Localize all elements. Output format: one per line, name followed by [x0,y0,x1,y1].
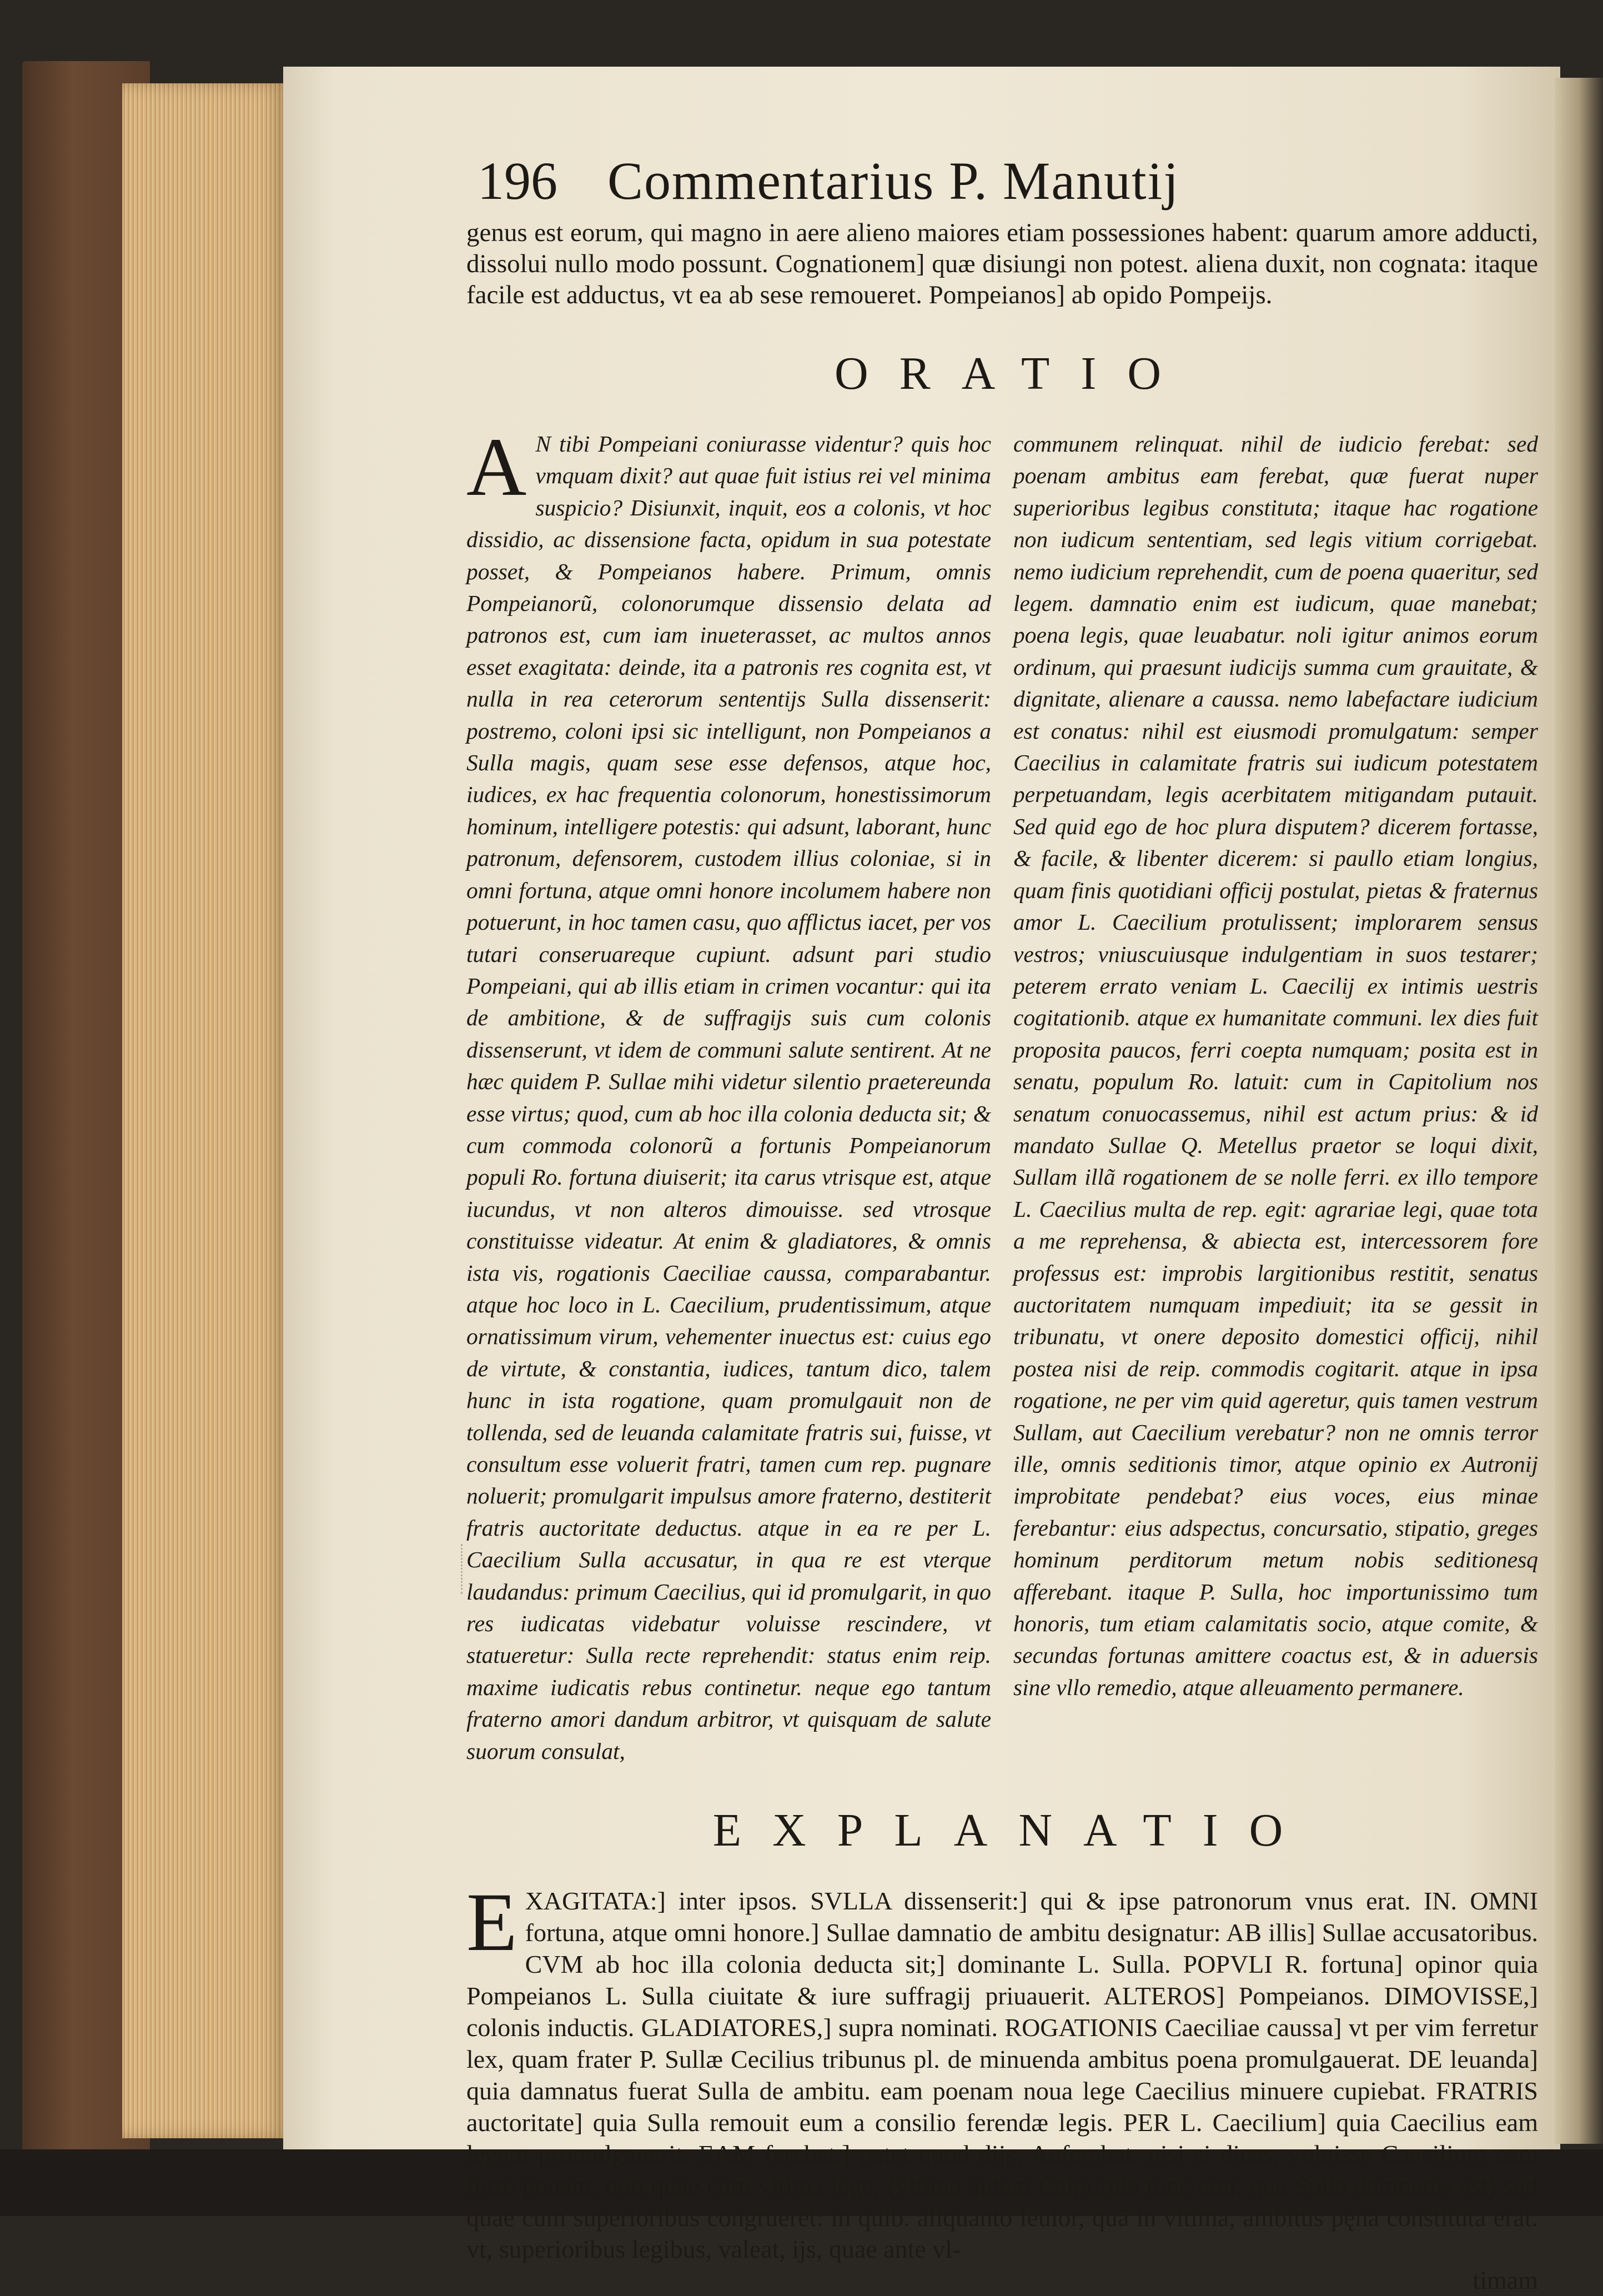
intro-commentary: genus est eorum, qui magno in aere alieno maiores etiam possessiones habent: quarum amore adducti, dissolui nullo modo possunt. Cognationem] quæ disiungi non potest. aliena duxit, non cognata: itaque facile est adductus, vt ea ab sese remoueret. Pompeianos] ab opido Pompeijs. [466,218,1538,309]
page-number: 196 [478,151,557,210]
oratio-drop-initial: A [466,421,527,513]
oratio-left-column [466,421,991,1767]
explanatio-body [466,1876,1538,2265]
catchword: timam [1473,2266,1538,2295]
running-head-title: Commentarius P. Manutij [607,151,1179,210]
page-edges [122,83,289,2138]
running-header [478,150,1538,212]
page-content [466,150,1538,2296]
oratio-columns [466,421,1538,1767]
oratio-heading: ORATIO [835,348,1192,399]
oratio-right-text: communem relinquat. nihil de iudicio ferebat: sed poenam ambitus eam ferebat, quæ fuerat nuper superioribus legibus constituta; itaque hac rogatione non iudicum sententiam, sed legis vitium corrigebat. nemo iudicium reprehendit, cum de poena quaeritur, sed legem. damnatio enim est iudicum, quae manebat; poena legis, quae leuabatur. noli igitur animos eorum ordinum, qui praesunt iudicijs summa cum grauitate, & dignitate, alienare a caussa. nemo labefactare iudicium est conatus: nihil est eiusmodi promulgatum: semper Caecilius in calamitate fratris sui iudicum potestatem perpetuandam, legis acerbitatem mitigandam putauit. Sed quid ego de hoc plura disputem? dicerem fortasse, & facile, & libenter dicerem: si paullo etiam longius, quam finis quotidiani officij postulat, pietas & fraternus amor L. Caecilium protulissent; implorarem sensus vestros; vniuscuiusque indulgentiam in suos testarer; peterem errato veniam L. Caecilij ex intimis uestris cogitationib. atque ex humanitate communi. lex dies fuit proposita paucos, ferri coepta numquam; posita est in senatu, populum Ro. latuit: cum in Capitolium nos senatum conuocassemus, nihil est actum prius: & id mandato Sullae Q. Metellus praetor se loqui dixit, Sullam illã rogationem de se nolle ferri. ex illo tempore L. Caecilius multa de rep. egit: agrariae legi, quae tota a me reprehensa, & abiecta est, intercessorem fore professus est: improbis largitionibus restitit, senatus auctoritatem numquam impediuit; ita se gessit in tribunatu, vt onere deposito domestici officij, nihil postea nisi de reip. commodis cogitarit. atque in ipsa rogatione, ne per vim quid ageretur, quis tamen vestrum Sullam, aut Caecilium verebatur? non ne omnis terror ille, omnis seditionis timor, atque opinio ex Autronij improbitate pendebat? eius voces, eius minae ferebantur: eius adspectus, concursatio, stipatio, greges hominum perditorum metum nobis seditionesq afferebant. itaque P. Sulla, hoc importunissimo tum honoris, tum etiam calamitatis socio, atque comite, & secundas fortunas amittere coactus est, & in aduersis sine vllo remedio, atque alleuamento permanere. [1013,431,1538,1700]
oratio-left-text: N tibi Pompeiani coniurasse videntur? quis hoc vmquam dixit? aut quae fuit istius rei vel minima suspicio? Disiunxit, inquit, eos a colonis, vt hoc dissidio, ac dissensione facta, opidum in sua potestate posset, & Pompeianos habere. Primum, omnis Pompeianorũ, colonorumque dissensio delata ad patronos est, cum iam inueterasset, ac multos annos esset exagitata: deinde, ita a patronis res cognita est, vt nulla in rea ceterorum sententijs Sulla dissenserit: postremo, coloni ipsi sic intelligunt, non Pompeianos a Sulla magis, quam sese esse defensos, atque hoc, iudices, ex hac frequentia colonorum, honestissimorum hominum, intelligere potestis: qui adsunt, laborant, hunc patronum, defensorem, custodem illius coloniae, si in omni fortuna, atque omni honore incolumem habere non potuerunt, in hoc tamen casu, quo afflictus iacet, per vos tutari conseruareque cupiunt. adsunt pari studio Pompeiani, qui ab illis etiam in crimen vocantur: qui ita de ambitione, & de suffragijs suis cum colonis dissenserunt, vt idem de communi salute sentirent. At ne hæc quidem P. Sullae mihi videtur silentio praetereunda esse virtus; quod, cum ab hoc illa colonia deducta sit; & cum commoda colonorũ a fortunis Pompeianorum populi Ro. fortuna diuiserit; ita carus vtrisque est, atque iucundus, vt non alteros dimouisse. sed vtrosque constituisse videatur. At enim & gladiatores, & omnis ista vis, rogationis Caeciliae caussa, comparabantur. atque hoc loco in L. Caecilium, prudentissimum, atque ornatissimum virum, vehementer inuectus est: cuius ego de virtute, & constantia, iudices, tantum dico, talem hunc in ista rogatione, quam promulgauit non de tollenda, sed de leuanda calamitate fratris sui, fuisse, vt consultum esse voluerit fratri, tamen cum rep. pugnare noluerit; promulgarit impulsus amore fraterno, destiterit fratris auctoritate deductus. atque in ea re per L. Caecilium Sulla accusatur, in qua re est vterque laudandus: primum Caecilius, qui id promulgarit, in quo res iudicatas videbatur voluisse rescindere, vt statueretur: Sulla recte reprehendit: status enim reip. maxime iudicatis rebus continetur. neque ego tantum fraterno amori dandum arbitror, vt quisquam de salute suorum consulat, [466,431,991,1764]
oratio-right-column [1013,428,1538,1767]
facing-page-edge [1555,78,1603,2144]
explanatio-text: XAGITATA:] inter ipsos. SVLLA dissenserit:] qui & ipse patronorum vnus erat. IN. OMNI fortuna, atque omni honore.] Sullae damnatio de ambitu designatur: AB illis] Sullae accusatoribus. CVM ab hoc illa colonia deducta sit;] dominante L. Sulla. POPVLI R. fortuna] opinor quia Pompeianos L. Sulla ciuitate & iure suffragij priuauerit. ALTEROS] Pompeianos. DIMOVISSE,] colonis inductis. GLADIATORES,] supra nominati. ROGATIONIS Caeciliae caussa] vt per vim ferretur lex, quam frater P. Sullæ Cecilius tribunus pl. de minuenda ambitus poena promulgauerat. DE leuanda] quia damnatus fuerat Sulla de ambitu. eam poenam noua lege Caecilius minuere cupiebat. FRATRIS auctoritate] quia Sulla remouit eum a consilio ferendæ legis. PER L. Caecilium] quia Caecilius eam legem promulgauerit. EAM ferebat,] patet quod dijs, Auferebat. nisi si dicas, voluisse Caecilium eam ferre ponam, non quae cum vltima lege, (vltima autem Calpurnia tunc erat, qua Sulla damnatus est) sed quae cum superioribus congrueret: in quib. aliquanto leuior, quã in vltima, ambitus pęna constituta erat. vt, superioribus legibus, valeat, ijs, quae ante vl- [466,1887,1538,2264]
explanatio-drop-initial: E [466,1876,517,1969]
explanatio-heading: EXPLANATIO [712,1804,1314,1857]
